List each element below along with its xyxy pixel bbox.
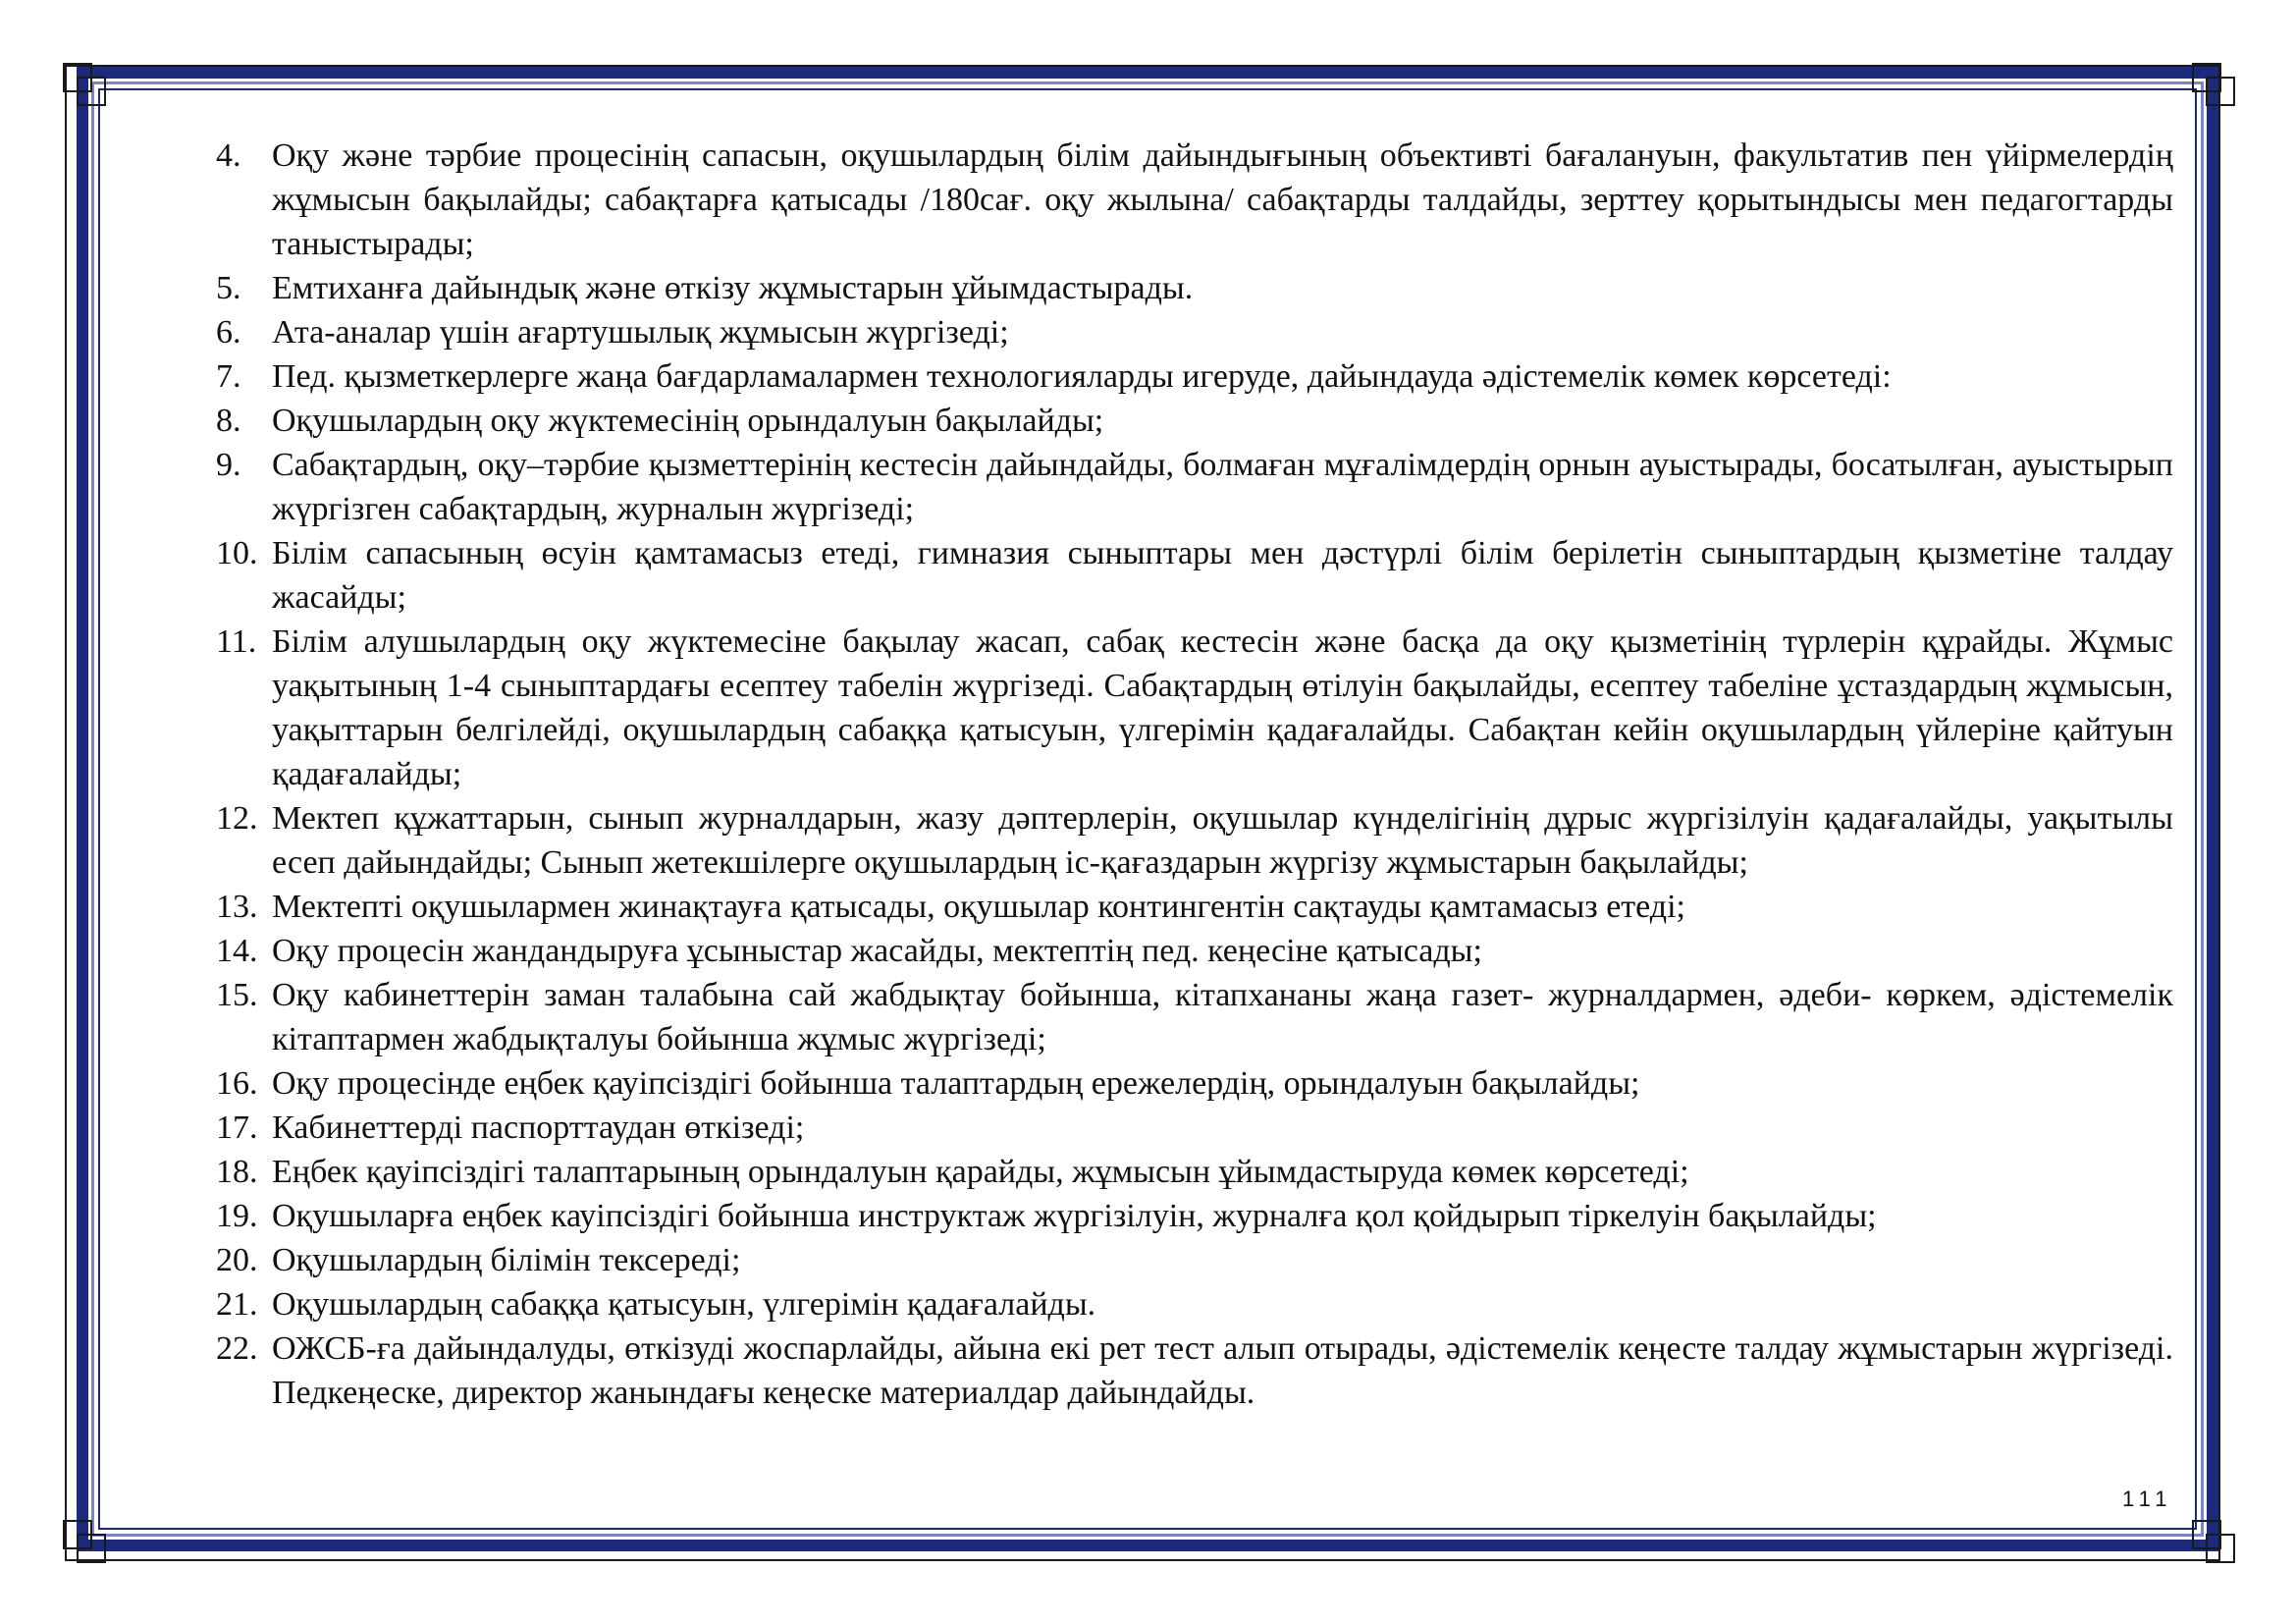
list-item bbox=[216, 1061, 2173, 1106]
list-item-text: Оқу және тәрбие процесінің сапасын, оқушылардың білім дайындығының объективті бағалануын, факультатив пен үйірмелердің жұмысын бақылайды; сабақтарға қатысады /180сағ. оқу жылына/ сабақтарды талдайды, зерттеу қорытындысы мен педагогтарды таныстырады; bbox=[272, 137, 2173, 262]
list-item-number: 11. bbox=[216, 623, 257, 660]
list-item-text: Білім алушылардың оқу жүктемесіне бақылау жасап, сабақ кестесін және басқа да оқу қызметінің түрлерін құрайды. Жұмыс уақытының 1-4 сыныптардағы есептеу табелін жүргізеді. Сабақтардың өтілуін бақылайды, есептеу табеліне ұстаздардың жұмысын, уақыттарын белгілейді, оқушылардың сабаққа қатысуын, үлгерімін қадағалайды. Сабақтан кейін оқушылардың үйлеріне қайтуын қадағалайды; bbox=[272, 623, 2173, 792]
list-item-text: Білім сапасының өсуін қамтамасыз етеді, гимназия сыныптары мен дәстүрлі білім берілетін сыныптардың қызметіне талдау жасайды; bbox=[272, 535, 2173, 616]
list-item-text: Оқушылардың сабаққа қатысуын, үлгерімін қадағалайды. bbox=[272, 1286, 1096, 1323]
list-item-text: Оқушыларға еңбек кауіпсіздігі бойынша инструктаж жүргізілуін, журналға қол қойдырып тіркелуін бақылайды; bbox=[272, 1198, 1877, 1234]
list-item-number: 17. bbox=[216, 1110, 258, 1146]
border-corner-ornament bbox=[2192, 1520, 2235, 1563]
list-item-number: 18. bbox=[216, 1154, 258, 1190]
list-item-text: Кабинеттерді паспорттаудан өткізеді; bbox=[272, 1110, 805, 1146]
list-item bbox=[216, 973, 2173, 1061]
list-item-text: Оқу процесінде еңбек қауіпсіздігі бойынша талаптардың ережелердің, орындалуын бақылайды; bbox=[272, 1065, 1640, 1102]
list-item-text: Сабақтардың, оқу–тәрбие қызметтерінің кестесін дайындайды, болмаған мұғалімдердің орнын ауыстырады, босатылған, ауыстырып жүргізген сабақтардың, журналын жүргізеді; bbox=[272, 447, 2173, 527]
duties-list bbox=[216, 134, 2173, 1415]
document-body bbox=[216, 134, 2173, 1415]
list-item bbox=[216, 354, 2173, 399]
list-item bbox=[216, 310, 2173, 354]
list-item bbox=[216, 134, 2173, 266]
list-item-text: Емтиханға дайындық және өткізу жұмыстарын ұйымдастырады. bbox=[272, 270, 1194, 306]
list-item-number: 8. bbox=[216, 403, 241, 439]
list-item bbox=[216, 443, 2173, 531]
list-item bbox=[216, 929, 2173, 973]
list-item-number: 16. bbox=[216, 1065, 258, 1102]
list-item bbox=[216, 885, 2173, 929]
list-item bbox=[216, 1238, 2173, 1282]
list-item-text: Оқушылардың білімін тексереді; bbox=[272, 1242, 741, 1278]
list-item bbox=[216, 399, 2173, 443]
border-corner-ornament bbox=[2192, 63, 2235, 106]
list-item-number: 9. bbox=[216, 447, 241, 483]
list-item-text: ОЖСБ-ға дайындалуды, өткізуді жоспарлайды, айына екі рет тест алып отырады, әдістемелік кеңесте талдау жұмыстарын жүргізеді. Педкеңеске, директор жанындағы кеңеске материалдар дайындайды. bbox=[272, 1330, 2173, 1411]
list-item-number: 20. bbox=[216, 1242, 258, 1278]
list-item bbox=[216, 1150, 2173, 1194]
list-item-number: 6. bbox=[216, 314, 241, 351]
list-item-text: Оқу процесін жандандыруға ұсыныстар жасайды, мектептің пед. кеңесіне қатысады; bbox=[272, 933, 1482, 969]
border-corner-ornament bbox=[63, 1520, 106, 1563]
list-item-number: 19. bbox=[216, 1198, 258, 1234]
list-item-text: Оқушылардың оқу жүктемесінің орындалуын бақылайды; bbox=[272, 403, 1104, 439]
list-item-text: Еңбек қауіпсіздігі талаптарының орындалуын қарайды, жұмысын ұйымдастыруда көмек көрсетеді; bbox=[272, 1154, 1689, 1190]
list-item-number: 22. bbox=[216, 1330, 258, 1367]
list-item-number: 15. bbox=[216, 977, 258, 1013]
list-item-number: 7. bbox=[216, 358, 241, 395]
list-item bbox=[216, 531, 2173, 620]
list-item bbox=[216, 1282, 2173, 1326]
list-item-number: 14. bbox=[216, 933, 258, 969]
list-item-text: Пед. қызметкерлерге жаңа бағдарламалармен технологияларды игеруде, дайындауда әдістемелік көмек көрсетеді: bbox=[272, 358, 1892, 395]
list-item-text: Мектеп құжаттарын, сынып журналдарын, жазу дәптерлерін, оқушылар күнделігінің дұрыс жүргізілуін қадағалайды, уақытылы есеп дайындайды; Сынып жетекшілерге оқушылардың іс-қағаздарын жүргізу жұмыстарын бақылайды; bbox=[272, 800, 2173, 881]
list-item bbox=[216, 1194, 2173, 1238]
list-item-text: Мектепті оқушылармен жинақтауға қатысады, оқушылар контингентін сақтауды қамтамасыз етеді; bbox=[272, 889, 1686, 925]
list-item-text: Ата-аналар үшін ағартушылық жұмысын жүргізеді; bbox=[272, 314, 1009, 351]
page-number: 111 bbox=[2122, 1487, 2173, 1511]
list-item bbox=[216, 1326, 2173, 1415]
list-item bbox=[216, 266, 2173, 310]
list-item-number: 10. bbox=[216, 535, 258, 571]
list-item-number: 5. bbox=[216, 270, 241, 306]
list-item-text: Оқу кабинеттерін заман талабына сай жабдықтау бойынша, кітапхананы жаңа газет- журналдармен, әдеби- көркем, әдістемелік кітаптармен жабдықталуы бойынша жұмыс жүргізеді; bbox=[272, 977, 2173, 1057]
list-item-number: 13. bbox=[216, 889, 258, 925]
border-corner-ornament bbox=[63, 63, 106, 106]
list-item-number: 12. bbox=[216, 800, 258, 837]
list-item bbox=[216, 620, 2173, 796]
list-item bbox=[216, 1106, 2173, 1150]
list-item-number: 4. bbox=[216, 137, 241, 174]
list-item bbox=[216, 796, 2173, 885]
list-item-number: 21. bbox=[216, 1286, 258, 1323]
